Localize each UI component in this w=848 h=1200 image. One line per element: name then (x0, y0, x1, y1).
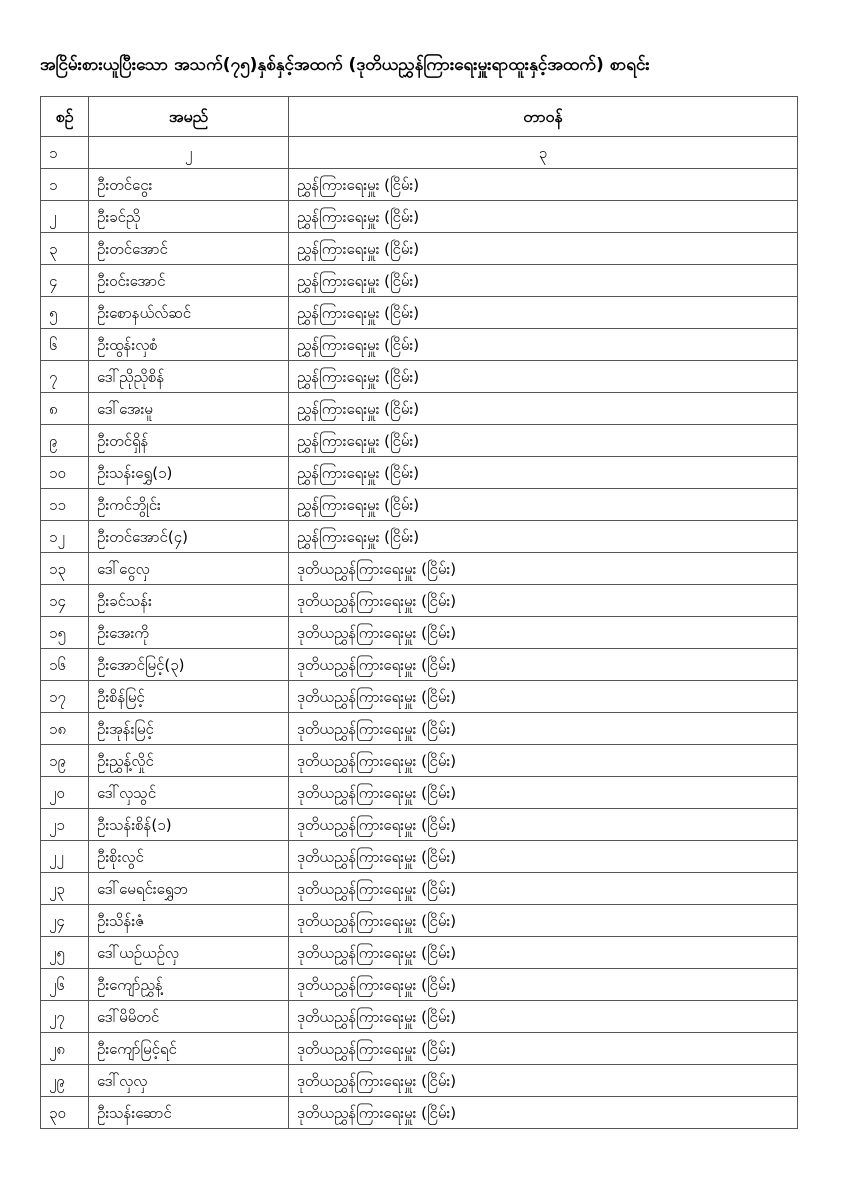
row-position: ညွှန်ကြားရေးမှူး (ငြိမ်း) (289, 233, 798, 265)
table-row (41, 457, 798, 489)
row-name: ဒေါ်မိမိတင် (89, 1001, 289, 1033)
row-position: ဒုတိယညွှန်ကြားရေးမှူး (ငြိမ်း) (289, 617, 798, 649)
table-row (41, 1065, 798, 1097)
row-position: ဒုတိယညွှန်ကြားရေးမှူး (ငြိမ်း) (289, 1001, 798, 1033)
table-row (41, 969, 798, 1001)
row-name: ဦးထွန်းလှစံ (89, 329, 289, 361)
row-position: ဒုတိယညွှန်ကြားရေးမှူး (ငြိမ်း) (289, 713, 798, 745)
table-row (41, 361, 798, 393)
row-position: ဒုတိယညွှန်ကြားရေးမှူး (ငြိမ်း) (289, 937, 798, 969)
column-index-1: ၁ (41, 137, 89, 169)
retiree-table (40, 96, 798, 1129)
row-serial: ၁၇ (41, 681, 89, 713)
table-row (41, 521, 798, 553)
table-row (41, 649, 798, 681)
row-name: ဦးကင်ဘွိုင်း (89, 489, 289, 521)
header-position: တာဝန် (289, 97, 798, 137)
row-name: ဒေါ်အေးမူ (89, 393, 289, 425)
row-serial: ၁ (41, 169, 89, 201)
row-name: ဦးတင်အောင် (89, 233, 289, 265)
table-row (41, 297, 798, 329)
row-position: ညွှန်ကြားရေးမှူး (ငြိမ်း) (289, 521, 798, 553)
row-position: ဒုတိယညွှန်ကြားရေးမှူး (ငြိမ်း) (289, 681, 798, 713)
table-row (41, 937, 798, 969)
row-name: ဦးအောင်မြင့်(၃) (89, 649, 289, 681)
table-row (41, 809, 798, 841)
row-name: ဦးဝင်းအောင် (89, 265, 289, 297)
row-position: ဒုတိယညွှန်ကြားရေးမှူး (ငြိမ်း) (289, 649, 798, 681)
row-serial: ၅ (41, 297, 89, 329)
row-serial: ၁၅ (41, 617, 89, 649)
row-position: ဒုတိယညွှန်ကြားရေးမှူး (ငြိမ်း) (289, 809, 798, 841)
row-name: ဦးတင်ငွေး (89, 169, 289, 201)
row-serial: ၃၀ (41, 1097, 89, 1129)
row-name: ဒေါ်ယဉ်ယဉ်လှ (89, 937, 289, 969)
row-name: ဦးခင်ညို (89, 201, 289, 233)
row-name: ဦးအုန်းမြင့် (89, 713, 289, 745)
row-position: ဒုတိယညွှန်ကြားရေးမှူး (ငြိမ်း) (289, 1097, 798, 1129)
row-name: ဦးတင်ရှိန် (89, 425, 289, 457)
column-index-row (41, 137, 798, 169)
row-name: ဦးသန်းရွှေ(၁) (89, 457, 289, 489)
row-serial: ၁၀ (41, 457, 89, 489)
row-name: ဦးသန်းဆောင် (89, 1097, 289, 1129)
row-serial: ၉ (41, 425, 89, 457)
row-name: ဒေါ်လှသွင် (89, 777, 289, 809)
row-name: ဒေါ်မေရင်းရွှေဘ (89, 873, 289, 905)
row-serial: ၂၃ (41, 873, 89, 905)
row-name: ဦးကျော်မြင့်ရင် (89, 1033, 289, 1065)
table-row (41, 841, 798, 873)
table-row (41, 777, 798, 809)
column-index-2: ၂ (89, 137, 289, 169)
table-row (41, 329, 798, 361)
row-serial: ၂၈ (41, 1033, 89, 1065)
row-serial: ၃ (41, 233, 89, 265)
row-position: ဒုတိယညွှန်ကြားရေးမှူး (ငြိမ်း) (289, 1033, 798, 1065)
table-row (41, 553, 798, 585)
row-name: ဦးတင်အောင်(၄) (89, 521, 289, 553)
row-serial: ၁၈ (41, 713, 89, 745)
row-name: ဦးသိန်းဇံ (89, 905, 289, 937)
row-serial: ၁၉ (41, 745, 89, 777)
row-serial: ၁၆ (41, 649, 89, 681)
table-row (41, 1001, 798, 1033)
row-serial: ၂၁ (41, 809, 89, 841)
row-serial: ၁၁ (41, 489, 89, 521)
table-row (41, 585, 798, 617)
table-row (41, 425, 798, 457)
table-row (41, 713, 798, 745)
row-serial: ၁၂ (41, 521, 89, 553)
row-serial: ၁၃ (41, 553, 89, 585)
table-row (41, 393, 798, 425)
table-row (41, 489, 798, 521)
row-name: ဦးစိုးလွင် (89, 841, 289, 873)
row-position: ဒုတိယညွှန်ကြားရေးမှူး (ငြိမ်း) (289, 905, 798, 937)
row-position: ညွှန်ကြားရေးမှူး (ငြိမ်း) (289, 201, 798, 233)
header-serial: စဉ် (41, 97, 89, 137)
row-serial: ၄ (41, 265, 89, 297)
table-row (41, 745, 798, 777)
row-serial: ၂၅ (41, 937, 89, 969)
row-serial: ၂၀ (41, 777, 89, 809)
table-row (41, 681, 798, 713)
row-serial: ၂ (41, 201, 89, 233)
row-serial: ၂၆ (41, 969, 89, 1001)
table-row (41, 905, 798, 937)
row-position: ညွှန်ကြားရေးမှူး (ငြိမ်း) (289, 329, 798, 361)
row-position: ဒုတိယညွှန်ကြားရေးမှူး (ငြိမ်း) (289, 777, 798, 809)
row-position: ညွှန်ကြားရေးမှူး (ငြိမ်း) (289, 297, 798, 329)
row-serial: ၂၄ (41, 905, 89, 937)
row-position: ဒုတိယညွှန်ကြားရေးမှူး (ငြိမ်း) (289, 841, 798, 873)
header-name: အမည် (89, 97, 289, 137)
row-name: ဦးခင်သန်း (89, 585, 289, 617)
row-serial: ၇ (41, 361, 89, 393)
row-position: ညွှန်ကြားရေးမှူး (ငြိမ်း) (289, 361, 798, 393)
row-name: ဦးသန်းစိန်(၁) (89, 809, 289, 841)
row-serial: ၆ (41, 329, 89, 361)
row-position: ဒုတိယညွှန်ကြားရေးမှူး (ငြိမ်း) (289, 585, 798, 617)
row-name: ဒေါ်ငွေလှ (89, 553, 289, 585)
table-row (41, 1033, 798, 1065)
row-serial: ၁၄ (41, 585, 89, 617)
table-header-row (41, 97, 798, 137)
row-position: ဒုတိယညွှန်ကြားရေးမှူး (ငြိမ်း) (289, 745, 798, 777)
row-name: ဒေါ်လှလှ (89, 1065, 289, 1097)
row-name: ဦးစိန်မြင့် (89, 681, 289, 713)
row-position: ညွှန်ကြားရေးမှူး (ငြိမ်း) (289, 425, 798, 457)
row-position: ညွှန်ကြားရေးမှူး (ငြိမ်း) (289, 265, 798, 297)
row-position: ဒုတိယညွှန်ကြားရေးမှူး (ငြိမ်း) (289, 969, 798, 1001)
table-row (41, 617, 798, 649)
row-name: ဦးကျော်ညွှန့် (89, 969, 289, 1001)
document-title: အငြိမ်းစားယူပြီးသော အသက်(၇၅)နှစ်နှင့်အထက် (ဒုတိယညွှန်ကြားရေးမှူးရာထူးနှင့်အထက်) စာရင်း (40, 55, 650, 75)
row-name: ဦးညွှန့်လှိုင် (89, 745, 289, 777)
table-row (41, 873, 798, 905)
row-position: ဒုတိယညွှန်ကြားရေးမှူး (ငြိမ်း) (289, 553, 798, 585)
row-position: ဒုတိယညွှန်ကြားရေးမှူး (ငြိမ်း) (289, 873, 798, 905)
row-serial: ၈ (41, 393, 89, 425)
table-row (41, 265, 798, 297)
row-serial: ၂၇ (41, 1001, 89, 1033)
row-name: ဦးအေးကို (89, 617, 289, 649)
row-serial: ၂၂ (41, 841, 89, 873)
row-serial: ၂၉ (41, 1065, 89, 1097)
row-name: ဦးစောနယ်လ်ဆင် (89, 297, 289, 329)
table-row (41, 201, 798, 233)
row-position: ညွှန်ကြားရေးမှူး (ငြိမ်း) (289, 169, 798, 201)
table-row (41, 169, 798, 201)
row-position: ညွှန်ကြားရေးမှူး (ငြိမ်း) (289, 393, 798, 425)
row-position: ညွှန်ကြားရေးမှူး (ငြိမ်း) (289, 489, 798, 521)
table-row (41, 1097, 798, 1129)
row-name: ဒေါ်ညိုညိုစိန် (89, 361, 289, 393)
table-row (41, 233, 798, 265)
row-position: ဒုတိယညွှန်ကြားရေးမှူး (ငြိမ်း) (289, 1065, 798, 1097)
row-position: ညွှန်ကြားရေးမှူး (ငြိမ်း) (289, 457, 798, 489)
column-index-3: ၃ (289, 137, 798, 169)
